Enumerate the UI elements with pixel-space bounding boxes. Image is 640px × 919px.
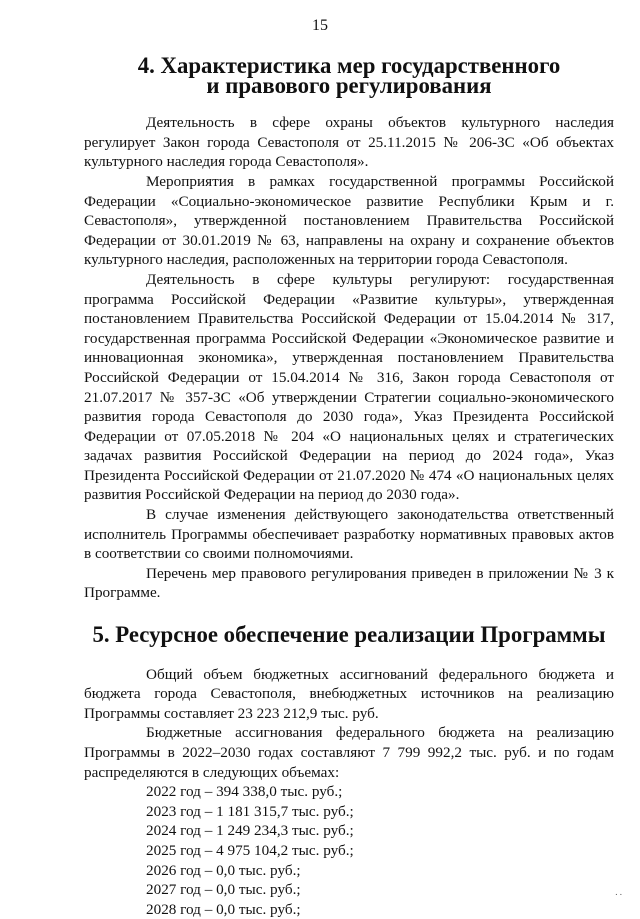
- paragraph-total-funding: Общий объем бюджетных ассигнований федерального бюджета и бюджета города Севастополя, внебюджетных источников на реализацию Программы составляет 23 223 212,9 тыс. руб.: [84, 665, 614, 722]
- paragraph-federal-funding: Бюджетные ассигнования федерального бюджета на реализацию Программы в 2022–2030 годах составляют 7 799 992,2 тыс. руб. и по годам распределяются в следующих объемах:: [84, 724, 614, 781]
- paragraph-culture-regulation: Деятельность в сфере культуры регулируют: государственная программа Российской Федерации «Развитие культуры», утвержденная постановлением Правительства Российской Федерации от 15.04.2014 № 317, государственная программа Российской Федерации «Экономическое развитие и инновационная экономика», утвержденная постановлением Правительства Российской Федерации от 15.04.2014 № 316, Закон города Севастополя от 21.07.2017 № 357-ЗС «Об утверждении Стратегии социально-экономического развития города Севастополя до 2030 года», Указ Президента Российской Федерации от 07.05.2018 № 204 «О национальных целях и стратегических задачах развития Российской Федерации на период до 2024 года», Указ Президента Российской Федерации от 21.07.2020 № 474 «О национальных целях развития Российской Федерации на период до 2030 года».: [84, 270, 614, 504]
- paragraph-federal-program: Мероприятия в рамках государственной программы Российской Федерации «Социально-экономическое развитие Республики Крым и г. Севастополя», утвержденной постановлением Правительства Российской Федерации от 30.01.2019 № 63, направлены на охрану и сохранение объектов культурного наследия, расположенных на территории города Севастополя.: [84, 172, 614, 269]
- paragraph-legislation-change: В случае изменения действующего законодательства ответственный исполнитель Программы обеспечивает разработку нормативных правовых актов в соответствии со своими полномочиями.: [84, 506, 614, 563]
- paragraph-heritage-law: Деятельность в сфере охраны объектов культурного наследия регулирует Закон города Севастополя от 25.11.2015 № 206-ЗС «Об объектах культурного наследия города Севастополя».: [84, 114, 614, 171]
- list-item-2026: 2026 год – 0,0 тыс. руб.;: [146, 861, 301, 879]
- funding-by-year-list: [84, 782, 614, 919]
- list-item-2027: 2027 год – 0,0 тыс. руб.;: [146, 881, 301, 899]
- section-5-heading: 5. Ресурсное обеспечение реализации Программы: [92, 622, 606, 648]
- list-item-2023: 2023 год – 1 181 315,7 тыс. руб.;: [146, 802, 354, 820]
- section-4-heading-line-2: и правового регулирования: [206, 72, 492, 98]
- paragraph-appendix-reference: Перечень мер правового регулирования приведен в приложении № 3 к Программе.: [84, 564, 614, 602]
- section-5-text: [84, 665, 614, 919]
- scan-corner-mark: . .: [615, 887, 622, 897]
- list-item-2025: 2025 год – 4 975 104,2 тыс. руб.;: [146, 841, 354, 859]
- list-item-2028: 2028 год – 0,0 тыс. руб.;: [146, 900, 301, 918]
- list-item-2022: 2022 год – 394 338,0 тыс. руб.;: [146, 783, 343, 801]
- document-body: [84, 53, 614, 919]
- page-number: 15: [312, 17, 328, 34]
- section-4-heading-line-1: 4. Характеристика мер государственного: [137, 53, 561, 78]
- section-4-heading: [84, 53, 614, 98]
- section-4-text: [84, 113, 614, 603]
- list-item-2024: 2024 год – 1 249 234,3 тыс. руб.;: [146, 822, 354, 840]
